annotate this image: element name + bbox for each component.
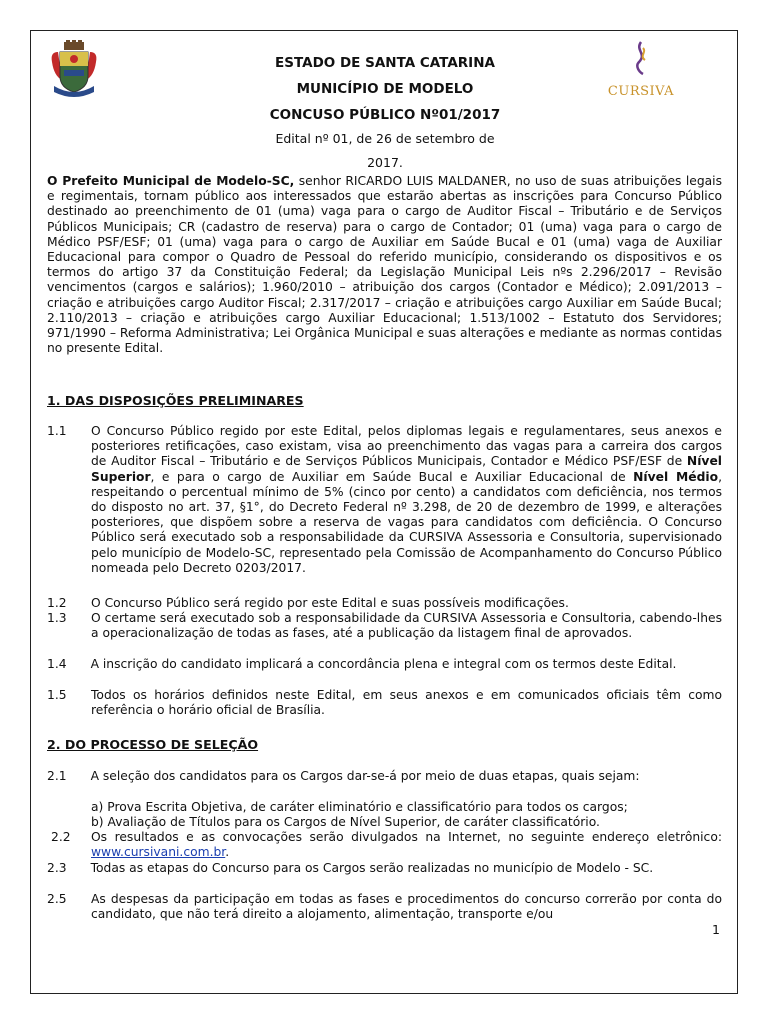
item-text: Os resultados e as convocações serão divulgados na Internet, no seguinte endereço eletrônico: www.cursivani.com.br. xyxy=(91,830,722,860)
sub-item-b: b) Avaliação de Títulos para os Cargos de Nível Superior, de caráter classificatório. xyxy=(91,815,600,829)
item-2-2 xyxy=(47,830,722,860)
item-2-3 xyxy=(47,861,722,876)
item-1-4 xyxy=(47,657,722,672)
item-number: 1.5 xyxy=(47,688,67,702)
item-text: 2.3 Todas as etapas do Concurso para os Cargos serão realizadas no município de Modelo - SC. xyxy=(47,861,654,875)
section-2-title: 2. DO PROCESSO DE SELEÇÃO xyxy=(47,737,259,752)
item-number: 1.1 xyxy=(47,424,67,438)
intro-text: senhor RICARDO LUIS MALDANER, no uso de suas atribuições legais e regimentais, tornam público aos interessados que estarão abertas as inscrições para Concurso Público destinado ao preenchimento de 01 (uma) vaga para o cargo de Auditor Fiscal – Tributário e de Serviços Públicos Municipais; CR (cadastro de reserva) para o cargo de Contador; 01 (uma) vaga para o cargo de Médico PSF/ESF; 01 (uma) vaga para o cargo de Auxiliar em Saúde Bucal e 01 (uma) vaga de Auxiliar Educacional para compor o Quadro de Pessoal do referido município, considerando os dispositivos e os termos do artigo 37 da Constituição Federal; da Legislação Municipal Leis nºs 2.296/2017 – Revisão vencimentos (cargos e salários); 1.960/2010 – atribuição dos cargos (Contador e Médico); 2.091/2013 – criação e atribuições cargo Auditor Fiscal; 2.317/2017 – criação e atribuições cargo Auxiliar em Saúde Bucal; 2.110/2013 – criação e atribuições cargo Auxiliar Educacional; 1.513/1002 – Estatuto dos Servidores; 971/1990 – Reforma Administrativa; Lei Orgânica Municipal e suas alterações e mediante as normas contidas no presente Edital. xyxy=(47,174,723,356)
item-2-1 xyxy=(47,769,722,784)
item-1-1 xyxy=(47,424,722,576)
page-number: 1 xyxy=(712,922,720,937)
item-number: 2.2 xyxy=(51,830,71,844)
item-1-2 xyxy=(47,596,722,611)
item-number: 1.3 xyxy=(47,611,67,625)
logo-text: CURSIVA xyxy=(607,84,675,99)
item-1-3 xyxy=(47,611,722,641)
item-text: 1.4 A inscrição do candidato implicará a concordância plena e integral com os termos deste Edital. xyxy=(47,657,677,671)
item-text: O certame será executado sob a responsabilidade da CURSIVA Assessoria e Consultoria, cabendo-lhes a operacionalização de todas as fases, até a publicação da listagem final de aprovados. xyxy=(91,611,722,641)
sub-item-a: a) Prova Escrita Objetiva, de caráter eliminatório e classificatório para todos os cargos; xyxy=(91,800,628,814)
item-text: As despesas da participação em todas as fases e procedimentos do concurso correrão por conta do candidato, que não terá direito a alojamento, alimentação, transporte e/ou xyxy=(91,892,722,922)
edital-line-2: 2017. xyxy=(367,155,403,170)
item-text: O Concurso Público será regido por este Edital e suas possíveis modificações. xyxy=(91,596,569,610)
item-text: Todos os horários definidos neste Edital, em seus anexos e em comunicados oficiais têm como referência o horário oficial de Brasília. xyxy=(91,688,722,718)
edital-line-1: Edital nº 01, de 26 de setembro de xyxy=(275,131,495,146)
item-text: O Concurso Público regido por este Edital, pelos diplomas legais e regulamentares, seus anexos e posteriores retificações, caso existam, visa ao preenchimento das vagas para a carreira dos cargos de Auditor Fiscal – Tributário e de Serviços Públicos Municipais, Contador e Médico PSF/ESF de Nível Superior, e para o cargo de Auxiliar em Saúde Bucal e Auxiliar Educacional de Nível Médio, respeitando o percentual mínimo de 5% (cinco por cento) a candidatos com deficiência, nos termos do disposto no art. 37, §1°, do Decreto Federal nº 3.298, de 20 de dezembro de 1999, e alterações posteriores, que dispõem sobre a reserva de vagas para candidatos com deficiência. O Concurso Público será executado sob a responsabilidade da CURSIVA Assessoria e Consultoria, supervisionado pelo município de Modelo-SC, representado pela Comissão de Acompanhamento do Concurso Público nomeada pelo Decreto 0203/2017. xyxy=(91,424,722,575)
state-title: ESTADO DE SANTA CATARINA xyxy=(275,55,495,71)
item-2-5 xyxy=(47,892,722,922)
results-link[interactable]: www.cursivani.com.br xyxy=(91,845,226,860)
item-number: 1.2 xyxy=(47,596,67,610)
municipality-title: MUNICÍPIO DE MODELO xyxy=(296,81,474,97)
intro-paragraph xyxy=(47,174,722,356)
item-number: 2.5 xyxy=(47,892,67,906)
item-text: 2.1 A seleção dos candidatos para os Cargos dar-se-á por meio de duas etapas, quais sejam: xyxy=(47,769,640,783)
intro-lead: O Prefeito Municipal de Modelo-SC, xyxy=(47,174,295,188)
item-1-5 xyxy=(47,688,722,718)
contest-title: CONCUSO PÚBLICO Nº01/2017 xyxy=(269,107,501,123)
section-1-title: 1. DAS DISPOSIÇÕES PRELIMINARES xyxy=(47,393,304,408)
